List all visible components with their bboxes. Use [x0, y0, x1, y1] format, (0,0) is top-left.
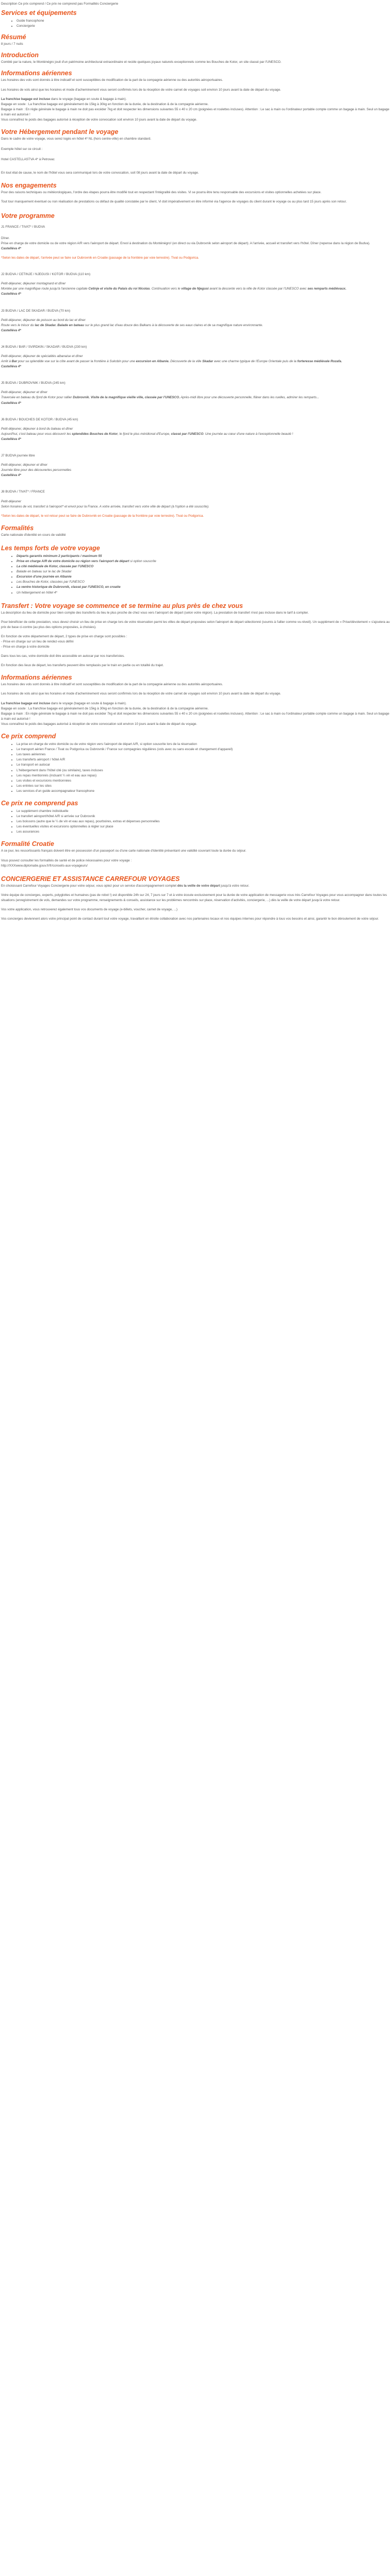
highlight-item: • Un hébergement en hôtel 4* [17, 590, 391, 596]
day-hotel: Castelléva 4* [1, 292, 21, 296]
resume-text: 8 jours / 7 nuits [1, 42, 23, 46]
day-meals: Petit-déjeuner, déjeuner de poisson au bord du lac et dîner [1, 318, 86, 322]
price-includes-item: • Les services d'un guide accompagnateur francophone [17, 789, 391, 794]
price-excludes-item: • Les assurances [17, 829, 391, 835]
concierge-p2: Votre équipe de concierges, experts, polyglottes et humaines (pas de robot !) est disponible 24h sur 24, 7 jours sur 7 et à votre écoute exclusivement pour la durée de votre application de messagerie vous très Carrefour Voyages pour vous accompagner dans toutes les situations (enregistrement de vols, demandes sur votre programme, renseignements & conseils, assistance sur les problèmes rencontrés sur place, réservation d'activités, conciergerie, ...) dès la veille de votre départ jusqu'à votre retour. [1, 893, 387, 902]
concierge-p1 [1, 884, 391, 889]
text-highlight: forteresse médiévale Rozafa. [297, 360, 343, 364]
highlight-item: • Départs garantis minimum 2 participants / maximum 55 [17, 554, 391, 559]
day-heading: J6 BUDVA / BOUCHES DE KOTOR / BUDVA (45 km) [1, 417, 78, 421]
price-includes-item: • Le transport en autocar [17, 762, 391, 768]
price-excludes-item: • Les éventuelles visites et excursions optionnelles à régler sur place [17, 824, 391, 829]
services-list [1, 19, 391, 29]
highlights-title: Les temps forts de votre voyage [1, 544, 100, 552]
highlights-list [1, 554, 391, 596]
day-hotel: Castelléva 4* [1, 246, 21, 250]
air-info-2-p2: Les horaires de vols ainsi que les horaires et mode d'acheminement vous seront confirmés lors de la réception de votre carnet de voyages soit environ 10 jours avant la date de départ du voyage. [1, 692, 281, 696]
price-includes-item: • Les taxes aériennes [17, 752, 391, 757]
day-hotel: Castelléva 4* [1, 437, 21, 441]
price-excludes-title: Ce prix ne comprend pas [1, 799, 78, 807]
day-text: Prise en charge de votre domicile ou de votre région A/R vers l'aéroport de départ. Envol à destination du Monténégro! (en direct ou via Dubrovnik selon aéroport de départ). A l'arrivée, accueil et transfert vers l'hôtel. Dîner (repense dans la région de Budva). [1, 241, 370, 245]
day-2 [1, 272, 391, 297]
page [0, 2, 391, 922]
price-includes-item: • Le transport aérien France / Tivat ou Podgorica ou Dubrovnik / France sur compagnies régulières (vols avec ou sans escale et changement d'appareil) [17, 747, 391, 752]
day-meals: Petit-déjeuner, déjeuner à bord du bateau et dîner [1, 427, 73, 431]
day-heading: J1 FRANCE / TIVAT* / BUDVA [1, 225, 45, 229]
text-highlight: excursion en Albanie. [136, 360, 170, 364]
text-part: Traversée en bateau du fjord de Kotor pour rallier [1, 396, 73, 400]
text-highlight: Bar [11, 360, 18, 364]
text-part: . Continuation vers le [150, 287, 182, 291]
accommodation-p1: Dans le cadre de votre voyage, vous serez logés en hôtel 4* NL (hors centre-ville) en chambre standard. [1, 137, 151, 141]
transfer-title: Transfert : Votre voyage se commence et se termine au plus près de chez vous [1, 602, 243, 609]
highlight-item [17, 559, 391, 564]
day-hotel: Castelléva 4* [1, 473, 21, 478]
croatia-formalities-title: Formalité Croatie [1, 840, 54, 848]
introduction-text: Comblé par la nature, le Monténégro jouit d'un patrimoine architectural extraordinaire et recèle quelques joyaux naturels exceptionnels comme les Bouches de Kotor, un site classé par l'UNESCO. [1, 60, 282, 64]
air-info-title-2: Informations aériennes [1, 674, 72, 682]
day-text: Selon horaires de vol, transfert à l'aéroport* et envol pour la France. A votre arrivée, transfert vers votre ville de départ (à l'option a été souscrite). [1, 504, 209, 509]
transfer-p5: En fonction des lieux de départ, les transferts peuvent être remplacés par le train en partie ou en totalité du trajet. [1, 664, 164, 668]
price-includes-item: • Les visites et excursions mentionnées [17, 778, 391, 784]
service-item: • Conciergerie [17, 24, 391, 29]
programme-title: Votre programme [1, 212, 55, 219]
transfer-p4: Dans tous les cas, votre domicile doit être accessible en autocar par nos transferistes. [1, 654, 125, 658]
text-part: , le fjord le plus méridional d'Europe, [118, 432, 171, 436]
transfer-p3: En fonction de votre département de départ, 2 types de prise en charge sont possibles : - Prise en charge sur un lieu de rendez-vous défini - Prise en charge à votre domicile [1, 634, 127, 649]
text-highlight: dès la veille de votre départ [177, 884, 220, 888]
accommodation-p2: Exemple hôtel sur ce circuit : [1, 147, 43, 151]
day-meals: Petit-déjeuner, déjeuner et dîner [1, 391, 47, 395]
service-item: • Guide francophone [17, 19, 391, 24]
day-heading: J4 BUDVA / BAR / SVIRDKIN / SKADAR / BUDVA (230 km) [1, 345, 87, 349]
day-4 [1, 345, 391, 369]
day-heading: J3 BUDVA / LAC DE SKADAR / BUDVA (70 km) [1, 309, 71, 313]
highlight-item: • Balade en bateau sur le lac de Skadar [17, 569, 391, 574]
highlight-item: • La cité médiévale de Kotor, classée par l'UNESCO [17, 564, 391, 569]
day-meals: Dîner. [1, 236, 10, 240]
day-text [1, 432, 391, 437]
transfer-p1: La description du lieu de domicile pour bien compte des transferts du lieu le plus proche de chez vous vers l'aéroport de départ (selon votre région). La prestation de transfert n'est pas incluse dans le tarif à compter. [1, 611, 309, 615]
price-includes-title: Ce prix comprend [1, 733, 56, 740]
text-part: Montée par une magnifique route jusqu'à l'ancienne capitale [1, 287, 89, 291]
day-7 [1, 453, 391, 478]
day-text [1, 286, 391, 292]
air-info-2-p1: Les horaires des vols sont donnés à titre indicatif et sont susceptibles de modification de la part de la compagnie aérienne ou des autorités aéroportuaires. [1, 683, 223, 687]
resume-title: Résumé [1, 33, 26, 41]
air-info-p3 [1, 97, 391, 123]
accommodation-p3: Hotel CASTELLASTVA 4* à Petrovac [1, 158, 55, 162]
commitments-p2: Tout tour manquement éventuel ou non réalisation de prestations ou défaut de qualité constatée par le client, Vi doit impérativement en être informé via l'agence de voyages du client durant le voyage ou au plus tard 15 jours après son retour. [1, 199, 347, 204]
text-part: Aujourd'hui, c'est bateau pour vous découvrir les [1, 432, 72, 436]
croatia-formalities-p2: Vous pouvez consulter les formalités de santé et de police nécessaires pour votre voyage : http://XXXwww.diplomatie.gouv.fr/fr/conseils-aux-voyageurs/ [1, 858, 132, 868]
price-includes-item: • L'hébergement dans l'hôtel cité (ou similaire), taxes incluses [17, 768, 391, 773]
price-includes-item: • La prise en charge de votre domicile ou de votre région vers l'aéroport de départ A/R, si option souscrite lors de la réservation [17, 742, 391, 747]
air-info-p1: Les horaires des vols sont donnés à titre indicatif et sont susceptibles de modification de la part de la compagnie aérienne ou des autorités aéroportuaires. [1, 78, 223, 82]
day-6 [1, 417, 391, 442]
day-meals: Petit-déjeuner, déjeuner montagnard et dîner [1, 282, 66, 286]
day-text [1, 359, 391, 364]
day-heading: J2 BUDVA / CETINJE / NJEGUSI / KOTOR / BUDVA (110 km) [1, 273, 91, 277]
day-hotel: Castelléva 4* [1, 401, 21, 405]
baggage-included: La franchise bagage est incluse [1, 97, 51, 101]
text-part: En choisissant Carrefour Voyages Conciergerie pour votre séjour, vous optez pour un service d'accompagnement complet [1, 884, 177, 888]
highlight-item: • Les Bouches de Kotor, classées par l'UNESCO [17, 580, 391, 585]
day-text [1, 323, 391, 328]
air-info-p2: Les horaires de vols ainsi que les horaires et mode d'acheminement vous seront confirmés lors de la réception de votre carnet de voyages soit environ 10 jours avant la date de départ du voyage. [1, 88, 281, 92]
day-hotel: Castelléva 4* [1, 365, 21, 369]
price-excludes-item: • Le transfert aéroport/hôtel A/R si arrivée sur Dubrovnik [17, 814, 391, 819]
day-text: Journée libre pour des découvertes personnelles [1, 468, 72, 472]
text-highlight: ses remparts médiévaux. [307, 287, 347, 291]
concierge-p4: Vos concierges deviennent alors votre principal point de contact durant tout votre voyage, travaillant en étroite collaboration avec nos partenaires locaux et nos équipes internes pour répondre à tous vos besoins et ainsi, garantir le bon déroulement de votre séjour. [1, 917, 379, 921]
day-heading: J8 BUDVA / TIVAT* / FRANCE [1, 490, 45, 494]
text-part: Route vers le trésor du [1, 323, 35, 327]
air-info-title: Informations aériennes [1, 70, 72, 77]
text-highlight: classé par l'UNESCO [171, 432, 204, 436]
commitments-title: Nos engagements [1, 181, 57, 189]
day-heading: J7 BUDVA journée libre [1, 454, 35, 458]
services-title: Services et équipements [1, 9, 77, 17]
price-excludes-item: • Les boissons (autre que le ¼ de vin et eau aux repas), pourboires, extras et dépenses personnelles [17, 819, 391, 824]
baggage-details: dans le voyage (bagage en soute & bagage à main). Bagage en soute : La franchise bagage est généralement de 15kg à 30kg en fonction de la durée, de la destination & de la compagnie aérienne. Bagage à main : En règle générale le bagage à main ne doit pas excéder 7kg et doit respecter les dimensions suivantes 55 x 40 x 20 cm (poignées et roulettes incluses). Attention : Le sac à main ou l'ordinateur portable compte comme un bagage à main. Seul un bagage à main est autorisé ! Vous connaîtrez le poids des bagages autorisé à réception de votre convocation soit environ 10 jours avant la date de départ du voyage. [1, 97, 389, 122]
air-info-2-p3 [1, 701, 391, 727]
text-highlight: village de Njegusi [181, 287, 209, 291]
price-includes-list [1, 742, 391, 794]
text-part: Découverte de la ville [169, 360, 203, 364]
day-note: *Selon les dates de départ, le vol retour peut se faire de Dubrovnik en Croatie (passage de la frontière par voie terrestre). Tivat ou Podgorica. [1, 514, 204, 518]
text-part: jusqu'à votre retour. [220, 884, 250, 888]
text-part: avec une charme typique de l'Europe Orientale puis de la [213, 360, 298, 364]
transfer-p2: Pour bénéficier de cette prestation, vous devez choisir un lieu de prise en charge lors de votre réservation parmi les villes de départ proposées selon l'aéroport de départ sélectionné (soumis à l'allier comme vu-réveil). Un supplément de « Prise/dévolement » s'ajoutera au prix de base ci-contre (au plus des options proposées, à choisies). [1, 620, 390, 629]
text-part: . Une journée au cœur d'une nature à l'exceptionnelle beauté ! [203, 432, 294, 436]
highlight-item: • La ventre historique de Dubrovnik, classé par l'UNESCO, en croatie [17, 585, 391, 590]
formalities-text: Carte nationale d'identité en cours de validité [1, 533, 66, 537]
highlight-rest: si option souscrite [129, 559, 156, 563]
day-5 [1, 381, 391, 405]
text-part: Arrêt à [1, 360, 12, 364]
baggage-details: dans le voyage (bagage en soute & bagage à main). Bagage en soute : La franchise bagage est généralement de 15kg à 30kg en fonction de la durée, de la destination & de la compagnie aérienne. Bagage à main : En règle générale le bagage à main ne doit pas excéder 7kg et doit respecter les dimensions suivantes 55 x 40 x 20 cm (poignées et roulettes incluses). Attention : Le sac à main ou l'ordinateur portable compte comme un bagage à main. Seul un bagage à main est autorisé ! Vous connaîtrez le poids des bagages autorisé à réception de votre convocation soit environ 10 jours avant la date de départ du voyage. [1, 701, 389, 726]
day-text [1, 395, 391, 400]
text-highlight: Cetinje et visite du Palais du roi Nicolas [88, 287, 150, 291]
baggage-included: La franchise bagage est incluse [1, 701, 51, 705]
text-highlight: Dubrovnik. Visite de la magnifique vieille ville, classée par l'UNESCO. [73, 396, 180, 400]
text-highlight: lac de Skadar. Balade en bateau [35, 323, 85, 327]
text-part: Après-midi libre pour une découverte personnelle, flâner dans les ruelles, admirer les remparts... [180, 396, 319, 400]
highlight-item: • Excursion d'une journée en Albanie [17, 574, 391, 580]
day-3 [1, 309, 391, 333]
breadcrumb: Description Ce prix comprend / Ce prix ne comprend pas Formalités Conciergerie [1, 2, 119, 6]
text-highlight: Skadar [202, 360, 214, 364]
price-excludes-item: • Le supplément chambre individuelle [17, 809, 391, 814]
commitments-p1: Pour des raisons techniques ou météorologiques, l'ordre des étapes pourra être modifié tout en respectant l'intégralité des visites. Vi se pourra être tenu responsable des excursions et visites optionnelles achetées sur place. [1, 190, 322, 194]
accommodation-title: Votre Hébergement pendant le voyage [1, 128, 119, 136]
day-heading: J5 BUDVA / DUBROVNIK / BUDVA (245 km) [1, 381, 66, 385]
text-highlight: splendides Bouches de Kotor [72, 432, 118, 436]
day-meals: Petit-déjeuner, déjeuner et dîner [1, 463, 47, 467]
day-hotel: Castelléva 4* [1, 328, 21, 332]
day-meals: Petit-déjeuner [1, 499, 22, 503]
accommodation-p4: En tout état de cause, le nom de l'hôtel vous sera communiqué lors de votre convocation, soit 08 jours avant la date de départ du voyage. [1, 171, 199, 175]
highlight-bold: Prise en charge A/R de votre domicile ou région vers l'aéroport de départ [17, 559, 129, 563]
text-part: sur le plus grand lac d'eau douce des Balkans à la découverte de ses eaux claires et de sa magnifique nature environnante. [84, 323, 263, 327]
day-meals: Petit-déjeuner, déjeuner de spécialités albanaise et dîner [1, 354, 83, 358]
price-includes-item: • Les transferts aéroport / hôtel A/R [17, 757, 391, 762]
formalities-title: Formalités [1, 524, 34, 532]
introduction-title: Introduction [1, 52, 39, 59]
concierge-title: CONCIERGERIE ET ASSISTANCE CARREFOUR VOYAGES [1, 875, 180, 883]
concierge-p3: Vos votre application, vous retrouverez également tous vos documents de voyage (e-billets, voucher, carnet de voyage, ...) [1, 908, 177, 911]
croatia-formalities-p1: A ce jour, les ressortissants français doivent être en possession d'un passeport ou d'une carte nationale d'identité présentant une validité couvrant toute la durée du séjour. [1, 849, 247, 853]
price-excludes-list [1, 809, 391, 835]
text-part: pour sa splendide vue sur la côte avant de passer la frontière à Sukobin pour une [17, 360, 136, 364]
price-includes-item: • Les entrées sur les sites [17, 784, 391, 789]
day-8 [1, 489, 391, 518]
price-includes-item: • Les repas mentionnés (incluant ¼ vin et eau aux repas) [17, 773, 391, 778]
day-note: *Selon les dates de départ, l'arrivée peut se faire sur Dubrovnik en Croatie (passage de la frontière par voie terrestre). Tivat ou Podgorica. [1, 256, 199, 260]
day-1 [1, 225, 391, 261]
text-part: avant la descente vers la ville de Kotor classée par l'UNESCO avec [208, 287, 308, 291]
